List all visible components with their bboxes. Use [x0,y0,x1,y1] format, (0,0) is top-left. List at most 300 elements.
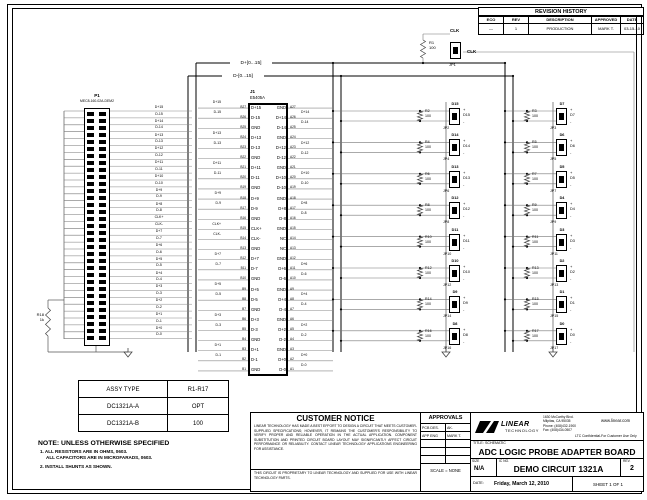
j1-pin-name: D+2 [278,327,286,333]
diode-net-label: D5 [570,175,575,180]
p1-pair-label: D+10 [146,175,172,179]
polarity-plus: + [463,138,466,144]
polarity-minus: - [570,150,572,156]
j1-pin-name: D-6 [279,276,286,282]
j1-wire-label: D+4 [300,293,324,297]
jumper-jp9 [556,202,567,219]
size-value: N/A [474,466,485,472]
j1-pin-name: D-8 [279,215,286,221]
jumper-jp13 [556,265,567,282]
j1-pin-number: B13 [240,246,246,251]
j1-pin-name: CLK+ [251,225,262,231]
j1-wire-label: D-7 [198,263,222,267]
j1-pin-name: D-14 [276,124,286,130]
resistor-refdes: R10 [425,234,432,239]
p1-pair-label: D-10 [146,182,172,186]
j1-pin-name: GND [251,155,261,161]
j1-wire-label: D-10 [300,182,324,186]
j1-pin-name: D+14 [275,114,286,120]
diode-refdes: D12 [451,196,459,201]
p1-pair-label: CLK- [146,223,172,227]
resistor-refdes: R16 [425,328,432,333]
j1-pin-name: D+3 [251,316,259,322]
diode-refdes: D8 [452,321,458,326]
polarity-minus: - [570,338,572,344]
polarity-minus: - [463,181,465,187]
company-address: 1630 McCarthy Blvd. Milpitas, CA 95035 Phone: (408)432-1900 Fax: (408)434-0507 [543,415,576,433]
j1-pin-name: GND [251,276,261,282]
diode-net-label: D0 [570,332,575,337]
p1-pair-label: D-9 [146,195,172,199]
jumper-shunt [559,333,564,340]
scale-note: SCALE = NONE [430,468,461,473]
diode-refdes: D7 [559,102,565,106]
j1-pin-name: D+1 [251,347,259,353]
p1-pair-label: D+5 [146,258,172,262]
jumper-jp10 [449,234,460,251]
j1-pin-name: D+4 [278,296,286,302]
polarity-minus: - [463,338,465,344]
j1-pin-number: A4 [290,337,294,342]
jumper-jp12 [449,265,460,282]
j1-wire-label: D-5 [198,293,222,297]
j1-pin-number: A9 [290,286,294,291]
j1-wire-label: D-11 [198,172,222,176]
rev-label: REV. [623,459,631,463]
sheet-info: SHEET 1 OF 1 [593,482,623,487]
jumper-jp17 [556,328,567,345]
j1-pin-number: B2 [242,357,246,362]
j1-pin-name: D-3 [251,327,258,333]
diode-net-label: D12 [463,207,470,212]
j1-wire-label: D+2 [300,324,324,328]
polarity-plus: + [570,326,573,332]
resistor-value: 100 [532,176,538,181]
j1-refdes: J1 [250,89,256,94]
date-value: Friday, March 12, 2010 [494,481,549,487]
board-title: ADC LOGIC PROBE ADAPTER BOARD [478,447,636,457]
title-type: SCHEMATIC [485,441,506,445]
polarity-minus: - [570,181,572,187]
r18-value: 1k [39,317,44,322]
j1-pin-number: A13 [290,246,296,251]
j1-pin-number: A16 [290,215,296,220]
resistor-value: 100 [425,333,431,338]
j1-part: E5405A [250,94,265,100]
resistor-value: 100 [532,208,538,213]
j1-pin-number: B17 [240,205,246,210]
j1-wire-label: D+5 [198,283,222,287]
j1-pin-number: A5 [290,327,294,332]
jumper-refdes: JP12 [443,283,452,287]
p1-pair-label: D-2 [146,306,172,310]
company-band [471,413,643,441]
polarity-plus: + [463,295,466,301]
j1-pin-number: B27 [240,104,246,109]
j1-pin-name: D+5 [251,286,259,292]
jumper-shunt [452,333,457,340]
j1-wire-label: D-14 [300,121,324,125]
j1-wire-label: CLK- [198,233,222,237]
resistor-refdes: R13 [532,266,539,270]
j1-pin-name: GND [251,367,261,373]
j1-pin-number: A6 [290,316,294,321]
jumper-jp3 [556,108,567,125]
p1-pair-label: D-5 [146,264,172,268]
jumper-refdes: JP17 [550,345,559,350]
j1-pin-number: A19 [290,185,296,190]
r1-refdes: R1 [429,40,435,45]
jumper-shunt [452,301,457,308]
j1-pin-number: B10 [240,276,246,281]
j1-pin-number: B7 [242,306,246,311]
j1-pin-name: D+12 [275,145,286,151]
polarity-minus: - [463,307,465,313]
j1-pin-number: A26 [290,114,296,119]
jumper-refdes: JP15 [550,314,559,319]
diode-refdes: D0 [559,321,565,326]
polarity-minus: - [463,276,465,281]
title-prefix: TITLE: [473,441,484,445]
polarity-minus: - [463,244,465,250]
polarity-plus: + [463,201,466,207]
date-band [471,477,643,491]
diode-net-label: D11 [463,238,470,243]
p1-pair-label: D-3 [146,292,172,296]
polarity-minus: - [570,244,572,250]
polarity-plus: + [570,264,573,269]
j1-wire-label: D+0 [300,354,324,358]
polarity-plus: + [463,232,466,238]
p1-pair-label: D+9 [146,189,172,193]
j1-pin-name: D-7 [251,266,258,272]
p1-pair-label: D+4 [146,272,172,276]
j1-pin-name: D-10 [276,185,286,191]
j1-pin-number: A24 [290,134,296,139]
polarity-minus: - [570,213,572,219]
p1-pad-column-left [87,112,94,340]
jumper-shunt [559,301,564,308]
j1-wire-label: CLK+ [198,223,222,227]
j1-pin-number: A27 [290,104,296,109]
polarity-minus: - [463,150,465,156]
jumper-jp11 [556,234,567,251]
diode-refdes: D10 [451,259,459,263]
j1-wire-label: D+10 [300,172,324,176]
j1-pin-name: GND [276,286,286,292]
j1-pin-number: A12 [290,256,296,261]
jumper-jp8 [449,202,460,219]
jumper-refdes: JP4 [443,157,450,162]
j1-pin-name: GND [276,195,286,201]
notes-heading: NOTE: UNLESS OTHERWISE SPECIFIED [38,440,170,447]
jumper-refdes: JP11 [550,251,558,256]
polarity-plus: + [463,107,466,112]
polarity-minus: - [463,119,465,124]
j1-pin-number: A20 [290,175,296,180]
resistor-value: 100 [425,208,431,213]
j1-wire-label: D+11 [198,162,222,166]
j1-pin-name: D-0 [279,367,286,373]
j1-pin-number: B18 [240,195,246,200]
j1-wire-label: D-1 [198,354,222,358]
confidential-note: LTC Confidential-For Customer Use Only [575,434,637,438]
j1-pin-number: B20 [240,175,246,180]
j1-pin-number: A3 [290,347,294,352]
diode-refdes: D3 [559,227,565,232]
p1-pair-label: D+2 [146,299,172,303]
j1-wire-label: D+7 [198,253,222,257]
jumper-shunt [559,239,564,246]
diode-refdes: D1 [559,290,565,295]
j1-pin-name: GND [276,165,286,171]
j1-wire-label: D+14 [300,111,324,115]
j1-wire-label: D-12 [300,152,324,156]
j1-wire-label: D+6 [300,263,324,267]
icno-label: IC NO. [499,459,510,463]
jumper-jp5 [556,139,567,156]
j1-pin-name: D+9 [251,195,259,201]
number-band [471,459,643,477]
j1-wire-label: D-6 [300,273,324,277]
diode-net-label: D4 [570,207,575,212]
p1-pair-label: D+1 [146,313,172,317]
resistor-value: 100 [532,145,538,150]
p1-pair-label: D-11 [146,168,172,172]
j1-pin-name: GND [276,104,286,110]
diode-refdes: D15 [451,102,459,106]
j1-pin-number: A2 [290,357,294,362]
jumper-jp15 [556,296,567,313]
j1-pin-name: GND [251,215,261,221]
revision-title: REVISION HISTORY [478,7,644,17]
jumper-jp4 [449,139,460,156]
jumper-shunt [452,270,457,277]
p1-pair-label: D+3 [146,285,172,289]
j1-pin-number: A8 [290,296,294,301]
j1-pin-number: B9 [242,286,246,291]
j1-pin-name: GND [276,347,286,353]
bus-label-dminus: D-[0...15] [222,74,264,79]
jumper-refdes: JP7 [550,188,557,193]
p1-pair-label: D+0 [146,327,172,331]
schematic-sheet: REVISION HISTORY ECO REV DESCRIPTION APPROVED DATE — 1 PRODUCTION MARK T. 03-15-10 D+[0...15] D-[0...15] CLK R1 100 CLK JP1 P1 MEC8-160-02A-DEM2 D+15 D-15 D+14 D-14 D+13 D-13 D+12 D-12 D+11 D-11 D+10 D-10 D+9 D-9 D+8 D-8 CLK+ CLK- D+7 D-7 D+6 D-6 D+5 D-5 D+4 D-4 D+3 D-3 D+2 D-2 D+1 D-1 D+0 D-0 R18 1k J1 E5405A B27 D+15 GND A27 D+15 B26 D-15 D+14 A26 D-15 D+14 B25 GND D-14 A25 D-14 B24 D+13 GND A24 D+13 B23 D-13 D+12 A23 D-13 D+12 B22 GND D-12 A22 D-12 B21 D+11 GND A21 D+11 B20 D-11 D+10 A20 D-11 D+10 B19 GND D-10 A19 D-10 B18 D+9 GND A18 D+9 B17 D-9 D+8 A17 D-9 D+8 B16 GND D-8 A16 D-8 B15 CLK+ GND A15 CLK+ B14 CLK- NC A14 CLK- B13 GND NC A13 B12 D+7 GND A12 D+7 B11 D-7 D+6 A11 D-7 D+6 B10 GND D-6 A10 D-6 B9 D+5 GND A9 D+5 B8 D-5 D+4 A8 D-5 D+4 B7 GND D-4 A7 D-4 B6 D+3 GND A6 D+3 B5 D-3 D+2 A5 D-3 D+2 B4 GND D-2 A4 D-2 B3 D+1 GND A3 D+1 B2 D-1 D+0 A2 D-1 D+0 B1 GND D-0 A1 D-0 D15 + D15 - R2 100 JP2 D14 + D14 - R4 100 JP4 D13 + D13 - R6 100 JP6 D12 + D12 - R8 100 JP8 D11 + D11 - R10 100 JP10 D10 + D10 - R12 100 JP12 D9 + D9 - R14 100 JP14 D8 + D8 - R16 100 JP16 D7 + D7 - R3 100 JP3 D6 + D6 - R5 100 JP5 D5 + D5 - R7 100 JP7 D4 + D4 - R9 100 JP9 D3 + D3 - R11 100 JP11 D2 + D2 - R13 100 JP13 D1 + D1 - R15 100 JP15 D0 + D0 - R17 100 JP17 ASSY TYPE R1-R17 DC1321A-A OPT DC1321A-B 100 NOTE: UNLESS OTHERWISE SPECIFIED 1. ALL RESISTORS ARE IN OHMS, 0603. ALL CAPACITORS ARE IN MICROFARADS, 0603. 2. INSTALL SHUNTS AS SHOWN. CUSTOMER NOTICE LINEAR TECHNOLOGY HAS MADE A BEST EFFORT TO DESIGN A CIRCUIT THAT MEETS CUSTOMER-SUPPLIED SPECIFICATIONS; HOWEVER, IT REMAINS THE CUSTOMER'S RESPONSIBILITY TO VERIFY PROPER AND RELIABLE OPERATION IN THE ACTUAL APPLICATION. COMPONENT SUBSTITUTION AND PRINTED CIRCUIT BOARD LAYOUT MAY SIGNIFICANTLY AFFECT CIRCUIT PERFORMANCE OR RELIABILITY. CONTACT LINEAR TECHNOLOGY APPLICATIONS ENGINEERING FOR ASSISTANCE. THIS CIRCUIT IS PROPRIETARY TO LINEAR TECHNOLOGY AND SUPPLIED FOR USE WITH LINEAR TECHNOLOGY PARTS. APPROVALS PCB DES. AK. APP ENG MARK T. SCALE = NONE LINEAR TECHNOLOGY 1630 McCarthy Blvd. Milpitas, CA 95035 Phone: (408)432-1900 Fax: (408)434-0507 www.linear.com LTC Confidential-For Customer Use Only TITLE: SCHEMATIC ADC LOGIC PROBE ADAPTER BOARD SIZE N/A IC NO. DEMO CIRCUIT 1321A REV. 2 DATE: Friday, March 12, 2010 SHEET 1 OF 1 [0,0,647,500]
diode-net-label: D1 [570,301,575,306]
p1-pair-label: D-4 [146,278,172,282]
j1-wire-label: D+3 [198,314,222,318]
j1-pin-number: A18 [290,195,296,200]
j1-pin-number: B11 [240,266,246,271]
j1-wire-label: D-15 [198,111,222,115]
j1-pin-name: D+15 [251,104,262,110]
p1-pair-label: D-7 [146,237,172,241]
jumper-jp6 [449,171,460,188]
diode-net-label: D10 [463,270,470,274]
j1-pin-number: B12 [240,256,246,261]
diode-refdes: D13 [451,164,459,169]
j1-wire-label: D-2 [300,334,324,338]
company-website: www.linear.com [601,418,631,423]
j1-pin-name: D-5 [251,296,258,302]
j1-pin-number: A15 [290,225,296,230]
j1-wire-label: D-9 [198,202,222,206]
j1-pin-name: GND [251,337,261,343]
resistor-refdes: R5 [532,140,537,145]
jumper-shunt [452,113,457,120]
j1-pin-name: GND [251,246,261,252]
j1-wire-label: D+15 [198,101,222,105]
p1-pair-label: D+14 [146,120,172,124]
j1-pin-number: B6 [242,316,246,321]
j1-pin-number: A11 [290,266,296,271]
j1-pin-name: GND [276,134,286,140]
clk-net-label-right: CLK [467,49,477,54]
resistor-refdes: R2 [425,109,430,113]
j1-pin-number: A10 [290,276,296,281]
j1-pin-number: B16 [240,215,246,220]
p1-pair-label: D-15 [146,113,172,117]
p1-pad-column-right [99,112,106,340]
jumper-jp16 [449,328,460,345]
jumper-refdes: JP14 [443,314,452,319]
p1-part: MEC8-160-02A-DEM2 [80,98,114,103]
j1-pin-number: B3 [242,347,246,352]
diode-refdes: D9 [452,290,458,295]
jumper-shunt [452,176,457,183]
j1-pin-number: B1 [242,367,246,372]
j1-pin-number: B23 [240,145,246,150]
j1-wire-label: D-0 [300,364,324,368]
j1-pin-name: GND [276,316,286,322]
resistor-value: 100 [425,239,431,244]
diode-net-label: D3 [570,238,575,243]
diode-refdes: D4 [559,196,565,201]
p1-pair-label: D+8 [146,203,172,207]
p1-pair-label: D-0 [146,333,172,337]
j1-pin-name: GND [251,185,261,191]
lt-logo [471,413,543,440]
j1-pin-number: A23 [290,145,296,150]
j1-pin-number: B14 [240,236,246,241]
diode-refdes: D11 [451,227,459,232]
r18-refdes: R18 [36,312,44,317]
jp1-shunt [453,47,458,54]
resistor-refdes: R14 [425,297,432,302]
lt-logo-sub: TECHNOLOGY [505,428,540,433]
jumper-jp7 [556,171,567,188]
j1-pin-number: B5 [242,327,246,332]
j1-pin-name: D-13 [251,145,261,151]
diode-refdes: D5 [559,164,565,169]
polarity-plus: + [463,326,466,332]
resistor-value: 100 [425,114,431,118]
p1-pair-label: D-6 [146,251,172,255]
j1-wire-label: D+8 [300,202,324,206]
resistor-refdes: R8 [425,203,430,208]
p1-pair-label: CLK+ [146,216,172,220]
j1-wire-label: D+13 [198,132,222,136]
j1-pin-number: A7 [290,306,294,311]
j1-wire-label: D-3 [198,324,222,328]
customer-notice-title: CUSTOMER NOTICE [296,414,375,423]
customer-notice-footer: THIS CIRCUIT IS PROPRIETARY TO LINEAR TECHNOLOGY AND SUPPLIED FOR USE WITH LINEAR TECHNOLOGY PARTS. [254,471,417,480]
polarity-plus: + [570,138,573,144]
polarity-plus: + [570,169,573,175]
j1-pin-number: A17 [290,205,296,210]
polarity-plus: + [463,169,466,175]
j1-pin-name: NC [279,246,286,252]
title-band [471,441,643,459]
p1-connector-body [84,108,110,346]
jumper-shunt [559,113,564,120]
jumper-refdes: JP6 [443,188,450,193]
approvals-title: APPROVALS [421,413,470,424]
j1-pin-name: GND [251,124,261,130]
diode-net-label: D13 [463,175,470,180]
jumper-shunt [559,207,564,214]
resistor-value: 100 [425,271,431,275]
resistor-value: 100 [425,176,431,181]
jumper-shunt [559,144,564,151]
p1-pair-label: D-14 [146,126,172,130]
date-label: DATE: [473,481,484,485]
jumper-refdes: JP13 [550,283,559,287]
j1-pin-name: NC [279,236,286,242]
p1-pair-label: D-12 [146,154,172,158]
j1-pin-name: D-4 [279,306,286,312]
j1-pin-name: D+13 [251,134,262,140]
p1-refdes: P1 [94,93,100,98]
j1-pin-number: B15 [240,225,246,230]
jumper-shunt [452,144,457,151]
polarity-minus: - [570,307,572,313]
j1-pin-name: D-1 [251,357,258,363]
jp1-refdes: JP1 [449,62,456,67]
jumper-refdes: JP8 [443,220,450,225]
resistor-refdes: R11 [532,234,539,239]
jumper-jp14 [449,296,460,313]
j1-pin-name: D+6 [278,266,286,272]
polarity-plus: + [570,232,573,238]
p1-pair-label: D+13 [146,134,172,138]
rev-value: 2 [630,465,634,472]
resistor-value: 100 [532,302,538,307]
resistor-refdes: R15 [532,297,539,302]
polarity-plus: + [570,295,573,301]
r1-value: 100 [429,45,436,50]
j1-pin-number: B22 [240,155,246,160]
jp1-jumper [450,42,461,59]
p1-pair-label: D+6 [146,244,172,248]
j1-pin-name: GND [276,256,286,262]
p1-pair-label: D+15 [146,106,172,110]
j1-pin-name: GND [276,225,286,231]
resistor-refdes: R9 [532,203,537,208]
resistor-value: 100 [532,271,538,275]
resistor-refdes: R12 [425,266,432,270]
polarity-plus: + [570,107,573,112]
diode-refdes: D2 [559,259,565,263]
resistor-refdes: R7 [532,171,537,176]
j1-pin-name: D+11 [251,165,261,171]
diode-net-label: D2 [570,270,575,274]
jumper-refdes: JP3 [550,126,557,130]
j1-pin-number: A25 [290,124,296,129]
resistor-value: 100 [532,114,538,118]
j1-pin-number: A21 [290,165,296,170]
jumper-shunt [452,207,457,214]
j1-pin-name: CLK- [251,236,261,242]
